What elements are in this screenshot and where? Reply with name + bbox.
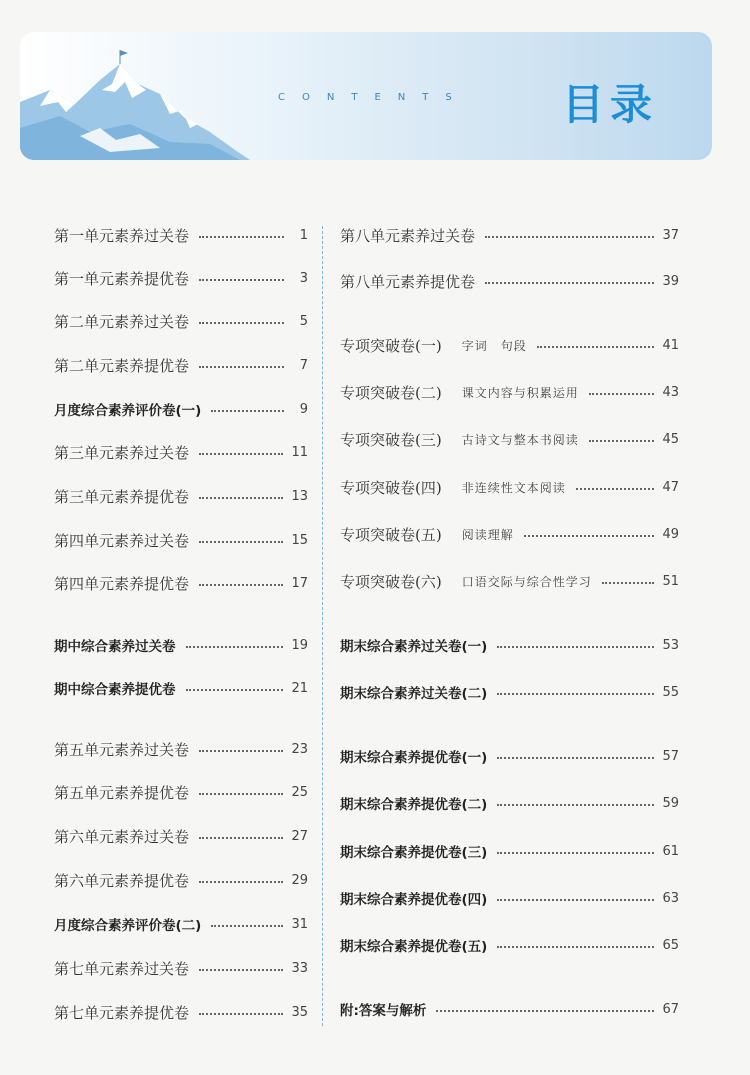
dot-leader — [199, 793, 283, 795]
toc-entry[interactable] — [340, 840, 679, 862]
toc-title: 专项突破卷(五) — [340, 525, 442, 544]
toc-entry[interactable] — [54, 957, 308, 979]
toc-title: 第七单元素养提优卷 — [54, 1003, 190, 1022]
dot-leader — [211, 410, 284, 412]
toc-title: 第四单元素养提优卷 — [54, 574, 190, 593]
toc-entry[interactable] — [54, 441, 308, 463]
dot-leader — [199, 881, 283, 883]
toc-entry[interactable] — [54, 224, 308, 246]
toc-entry[interactable] — [54, 398, 308, 420]
dot-leader — [485, 236, 654, 238]
dot-leader — [497, 757, 654, 759]
toc-entry[interactable] — [340, 998, 679, 1020]
toc-page: 43 — [662, 384, 679, 400]
toc-page: 49 — [662, 526, 679, 542]
toc-page: 51 — [662, 573, 679, 589]
dot-leader — [497, 693, 654, 695]
toc-page: 17 — [291, 575, 308, 591]
toc-entry[interactable] — [340, 681, 679, 703]
toc-entry[interactable] — [340, 523, 679, 545]
toc-title: 附:答案与解析 — [340, 1003, 427, 1019]
toc-title: 月度综合素养评价卷(二) — [54, 918, 202, 934]
toc-entry[interactable] — [54, 1001, 308, 1023]
toc-entry[interactable] — [340, 428, 679, 450]
toc-entry[interactable] — [54, 634, 308, 656]
toc-entry[interactable] — [54, 485, 308, 507]
toc-entry[interactable] — [340, 634, 679, 656]
toc-entry[interactable] — [54, 738, 308, 760]
dot-leader — [497, 852, 654, 854]
toc-title: 期末综合素养提优卷(五) — [340, 939, 488, 955]
toc-title: 第八单元素养过关卷 — [340, 226, 476, 245]
toc-entry[interactable] — [54, 913, 308, 935]
toc-title: 专项突破卷(六) — [340, 572, 442, 591]
toc-page: 29 — [291, 872, 308, 888]
dot-leader — [436, 1010, 654, 1012]
toc-page: 35 — [291, 1004, 308, 1020]
toc-title: 第一单元素养过关卷 — [54, 226, 190, 245]
toc-page: 39 — [662, 273, 679, 289]
toc-subtitle: 字词 句段 — [461, 338, 527, 353]
toc-title: 期末综合素养提优卷(四) — [340, 892, 488, 908]
toc-page: 45 — [662, 431, 679, 447]
dot-leader — [576, 488, 655, 490]
dot-leader — [537, 346, 655, 348]
toc-page: 13 — [291, 488, 308, 504]
toc-page: 21 — [291, 680, 308, 696]
toc-title: 月度综合素养评价卷(一) — [54, 403, 202, 419]
toc-page: 37 — [662, 227, 679, 243]
toc-page: 9 — [299, 401, 308, 417]
toc-subtitle: 口语交际与综合性学习 — [461, 574, 592, 589]
toc-subtitle: 课文内容与积累运用 — [461, 385, 579, 400]
toc-title: 期末综合素养过关卷(二) — [340, 686, 488, 702]
toc-title: 第二单元素养提优卷 — [54, 356, 190, 375]
dot-leader — [199, 837, 283, 839]
toc-entry[interactable] — [54, 310, 308, 332]
toc-page: 25 — [291, 784, 308, 800]
dot-leader — [602, 582, 655, 584]
toc-subtitle: 古诗文与整本书阅读 — [461, 432, 579, 447]
column-divider — [322, 226, 323, 1026]
dot-leader — [497, 899, 654, 901]
toc-title: 专项突破卷(二) — [340, 383, 442, 402]
toc-title: 期中综合素养过关卷 — [54, 639, 176, 655]
toc-page: 53 — [662, 637, 679, 653]
toc-page: 27 — [291, 828, 308, 844]
dot-leader — [199, 279, 284, 281]
dot-leader — [589, 393, 655, 395]
page-title: 目录 — [562, 80, 659, 129]
toc-title: 第三单元素养过关卷 — [54, 443, 190, 462]
toc-page: 31 — [291, 916, 308, 932]
dot-leader — [199, 969, 283, 971]
toc-entry[interactable] — [54, 869, 308, 891]
toc-title: 第六单元素养提优卷 — [54, 871, 190, 890]
dot-leader — [199, 497, 283, 499]
toc-page: 3 — [299, 270, 308, 286]
toc-entry[interactable] — [54, 781, 308, 803]
dot-leader — [199, 322, 284, 324]
toc-title: 期末综合素养过关卷(一) — [340, 639, 488, 655]
dot-leader — [497, 946, 654, 948]
toc-title: 第五单元素养提优卷 — [54, 783, 190, 802]
toc-entry[interactable] — [54, 529, 308, 551]
toc-title: 期中综合素养提优卷 — [54, 682, 176, 698]
toc-title: 期末综合素养提优卷(三) — [340, 845, 488, 861]
dot-leader — [211, 925, 283, 927]
dot-leader — [199, 453, 283, 455]
dot-leader — [589, 440, 655, 442]
toc-page: 1 — [299, 227, 308, 243]
dot-leader — [199, 1013, 283, 1015]
toc-page: 5 — [299, 313, 308, 329]
toc-entry[interactable] — [340, 887, 679, 909]
toc-entry[interactable] — [340, 476, 679, 498]
toc-title: 第八单元素养提优卷 — [340, 272, 476, 291]
toc-title: 第三单元素养提优卷 — [54, 487, 190, 506]
dot-leader — [497, 804, 654, 806]
toc-title: 期末综合素养提优卷(二) — [340, 797, 488, 813]
header-banner — [20, 32, 712, 160]
toc-subtitle: 非连续性文本阅读 — [461, 480, 566, 495]
contents-subtitle: CONTENTS — [278, 92, 469, 103]
dot-leader — [485, 282, 654, 284]
toc-page: 67 — [662, 1001, 679, 1017]
toc-title: 第一单元素养提优卷 — [54, 269, 190, 288]
toc-entry[interactable] — [54, 267, 308, 289]
toc-entry[interactable] — [340, 334, 679, 356]
dot-leader — [186, 689, 284, 691]
toc-page: 63 — [662, 890, 679, 906]
toc-entry[interactable] — [54, 572, 308, 594]
toc-entry[interactable] — [340, 792, 679, 814]
dot-leader — [199, 366, 284, 368]
dot-leader — [524, 535, 655, 537]
dot-leader — [199, 584, 283, 586]
toc-title: 第四单元素养过关卷 — [54, 531, 190, 550]
toc-entry[interactable] — [54, 825, 308, 847]
toc-title: 专项突破卷(三) — [340, 430, 442, 449]
toc-page: 47 — [662, 479, 679, 495]
dot-leader — [199, 541, 283, 543]
toc-entry[interactable] — [54, 354, 308, 376]
toc-title: 第五单元素养过关卷 — [54, 740, 190, 759]
toc-page: 57 — [662, 748, 679, 764]
toc-title: 第六单元素养过关卷 — [54, 827, 190, 846]
toc-entry[interactable] — [340, 270, 679, 292]
toc-page: 23 — [291, 741, 308, 757]
toc-page: 15 — [291, 532, 308, 548]
toc-page: 33 — [291, 960, 308, 976]
snow-mountain-illustration — [20, 32, 280, 160]
toc-page: 65 — [662, 937, 679, 953]
toc-title: 专项突破卷(一) — [340, 336, 442, 355]
toc-subtitle: 阅读理解 — [461, 527, 514, 542]
toc-entry[interactable] — [54, 677, 308, 699]
dot-leader — [186, 646, 284, 648]
toc-page: 19 — [291, 637, 308, 653]
dot-leader — [199, 236, 284, 238]
toc-entry[interactable] — [340, 570, 679, 592]
toc-entry[interactable] — [340, 224, 679, 246]
toc-title: 期末综合素养提优卷(一) — [340, 750, 488, 766]
dot-leader — [497, 646, 654, 648]
dot-leader — [199, 750, 283, 752]
toc-entry[interactable] — [340, 745, 679, 767]
toc-page: 59 — [662, 795, 679, 811]
toc-entry[interactable] — [340, 381, 679, 403]
toc-title: 专项突破卷(四) — [340, 478, 442, 497]
toc-page: 7 — [299, 357, 308, 373]
toc-page: 11 — [291, 444, 308, 460]
toc-page: 61 — [662, 843, 679, 859]
toc-page: 55 — [662, 684, 679, 700]
toc-title: 第七单元素养过关卷 — [54, 959, 190, 978]
toc-page: 41 — [662, 337, 679, 353]
toc-title: 第二单元素养过关卷 — [54, 312, 190, 331]
toc-entry[interactable] — [340, 934, 679, 956]
